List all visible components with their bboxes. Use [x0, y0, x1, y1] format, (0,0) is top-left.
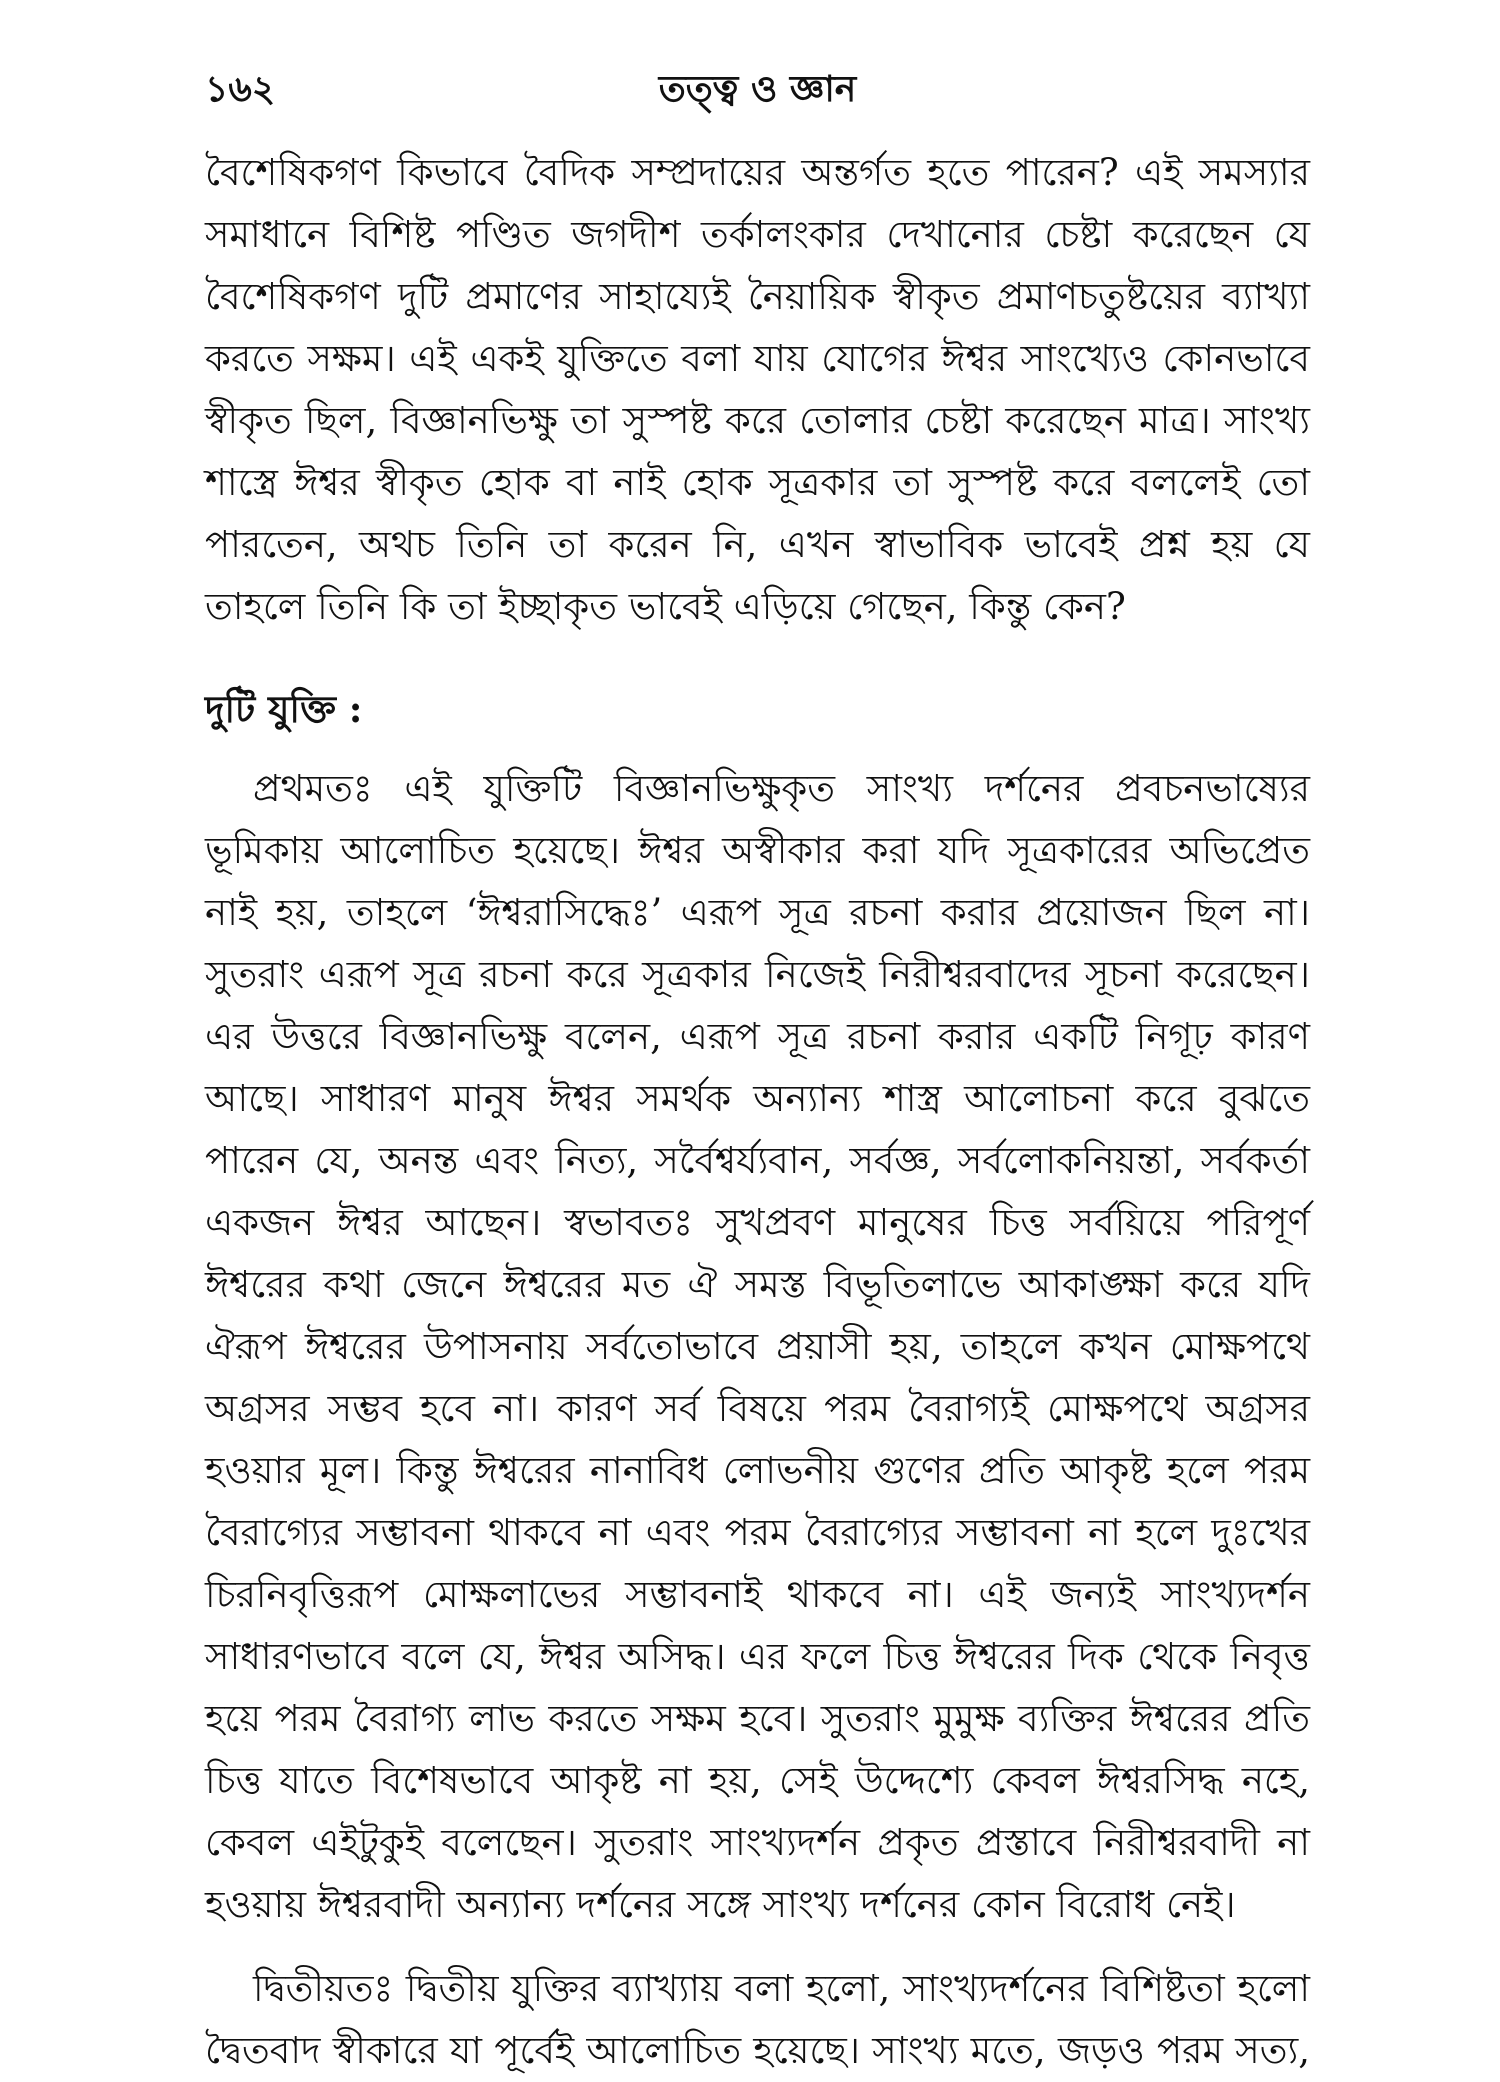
page-header [205, 62, 1310, 118]
paragraph-1: বৈশেষিকগণ কিভাবে বৈদিক সম্প্রদায়ের অন্তর্গত হতে পারেন? এই সমস্যার সমাধানে বিশিষ্ট পণ্ডিত জগদীশ তর্কালংকার দেখানোর চেষ্টা করেছেন যে বৈশেষিকগণ দুটি প্রমাণের সাহায্যেই নৈয়ায়িক স্বীকৃত প্রমাণচতুষ্টয়ের ব্যাখ্যা করতে সক্ষম। এই একই যুক্তিতে বলা যায় যোগের ঈশ্বর সাংখ্যেও কোনভাবে স্বীকৃত ছিল, বিজ্ঞানভিক্ষু তা সুস্পষ্ট করে তোলার চেষ্টা করেছেন মাত্র। সাংখ্য শাস্ত্রে ঈশ্বর স্বীকৃত হোক বা নাই হোক সূত্রকার তা সুস্পষ্ট করে বললেই তো পারতেন, অথচ তিনি তা করেন নি, এখন স্বাভাবিক ভাবেই প্রশ্ন হয় যে তাহলে তিনি কি তা ইচ্ছাকৃত ভাবেই এড়িয়ে গেছেন, কিন্তু কেন? [205, 151, 1310, 628]
page-number: ১৬২ [205, 68, 276, 110]
paragraph-2: প্রথমতঃ এই যুক্তিটি বিজ্ঞানভিক্ষুকৃত সাংখ্য দর্শনের প্রবচনভাষ্যের ভূমিকায় আলোচিত হয়েছে। ঈশ্বর অস্বীকার করা যদি সূত্রকারের অভিপ্রেত নাই হয়, তাহলে ‘ঈশ্বরাসিদ্ধেঃ’ এরূপ সূত্র রচনা করার প্রয়োজন ছিল না। সুতরাং এরূপ সূত্র রচনা করে সূত্রকার নিজেই নিরীশ্বরবাদের সূচনা করেছেন। এর উত্তরে বিজ্ঞানভিক্ষু বলেন, এরূপ সূত্র রচনা করার একটি নিগূঢ় কারণ আছে। সাধারণ মানুষ ঈশ্বর সমর্থক অন্যান্য শাস্ত্র আলোচনা করে বুঝতে পারেন যে, অনন্ত এবং নিত্য, সর্বৈশ্বর্য্যবান, সর্বজ্ঞ, সর্বলোকনিয়ন্তা, সর্বকর্তা একজন ঈশ্বর আছেন। স্বভাবতঃ সুখপ্রবণ মানুষের চিত্ত সর্বয়িয়ে পরিপূর্ণ ঈশ্বরের কথা জেনে ঈশ্বরের মত ঐ সমস্ত বিভূতিলাভে আকাঙ্ক্ষা করে যদি ঐরূপ ঈশ্বরের উপাসনায় সর্বতোভাবে প্রয়াসী হয়, তাহলে কখন মোক্ষপথে অগ্রসর সম্ভব হবে না। কারণ সর্ব বিষয়ে পরম বৈরাগ্যই মোক্ষপথে অগ্রসর হওয়ার মূল। কিন্তু ঈশ্বরের নানাবিধ লোভনীয় গুণের প্রতি আকৃষ্ট হলে পরম বৈরাগ্যের সম্ভাবনা থাকবে না এবং পরম বৈরাগ্যের সম্ভাবনা না হলে দুঃখের চিরনিবৃত্তিরূপ মোক্ষলাভের সম্ভাবনাই থাকবে না। এই জন্যই সাংখ্যদর্শন সাধারণভাবে বলে যে, ঈশ্বর অসিদ্ধ। এর ফলে চিত্ত ঈশ্বরের দিক থেকে নিবৃত্ত হয়ে পরম বৈরাগ্য লাভ করতে সক্ষম হবে। সুতরাং মুমুক্ষ ব্যক্তির ঈশ্বরের প্রতি চিত্ত যাতে বিশেষভাবে আকৃষ্ট না হয়, সেই উদ্দেশ্যে কেবল ঈশ্বরসিদ্ধ নহে, কেবল এইটুকুই বলেছেন। সুতরাং সাংখ্যদর্শন প্রকৃত প্রস্তাবে নিরীশ্বরবাদী না হওয়ায় ঈশ্বরবাদী অন্যান্য দর্শনের সঙ্গে সাংখ্য দর্শনের কোন বিরোধ নেই। [205, 767, 1310, 1926]
section-heading: দুটি যুক্তি : [205, 687, 363, 731]
running-title: তত্ত্ব ও জ্ঞান [658, 68, 857, 110]
paragraph-3: দ্বিতীয়তঃ দ্বিতীয় যুক্তির ব্যাখ্যায় বলা হলো, সাংখ্যদর্শনের বিশিষ্টতা হলো দ্বৈতবাদ স্বীকারে যা পূর্বেই আলোচিত হয়েছে। সাংখ্য মতে, জড়ও পরম সত্য, [205, 1967, 1310, 2072]
body-text [205, 142, 1310, 2082]
